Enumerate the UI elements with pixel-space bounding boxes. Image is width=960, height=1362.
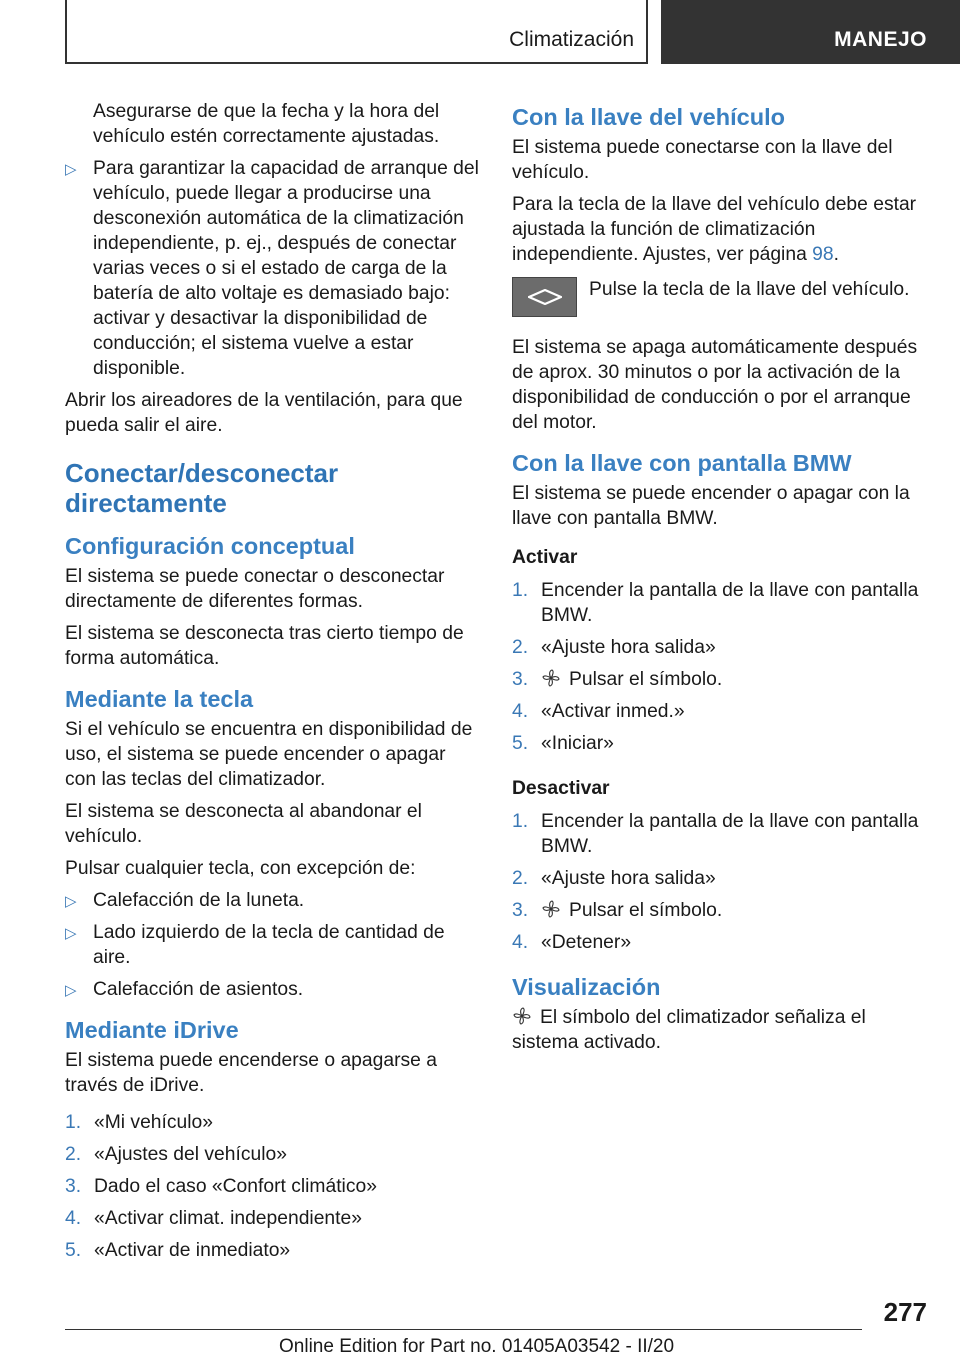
list-item <box>65 888 480 913</box>
list-item <box>512 930 932 955</box>
list-item <box>512 667 932 692</box>
remote-text-1: El sistema puede conectarse con la llave del vehículo. <box>512 137 893 183</box>
step-number: 4. <box>512 932 529 953</box>
step-number: 4. <box>512 701 529 722</box>
heading-display-key: Con la llave con pantalla BMW <box>512 450 852 476</box>
step-number: 3. <box>512 900 529 921</box>
list-item-text: Calefacción de la luneta. <box>93 890 305 911</box>
concept-text-2: El sistema se desconecta tras cierto tiempo de forma automática. <box>65 623 464 669</box>
triangle-right-icon: ▷ <box>65 161 77 178</box>
fan-icon <box>512 1006 532 1026</box>
remote-key-button-icon <box>512 277 577 317</box>
list-item <box>512 578 932 628</box>
edition-note: Online Edition for Part no. 01405A03542 - II/20 <box>279 1336 675 1357</box>
list-item <box>65 156 480 381</box>
heading-direct: Conectar/desconectar directamente <box>65 458 339 518</box>
heading-activate: Activar <box>512 547 578 568</box>
list-item <box>512 731 932 756</box>
remote-text-2b: . <box>833 244 839 265</box>
step-text: Encender la pantalla de la llave con pantalla BMW. <box>541 811 919 857</box>
list-item <box>512 898 932 923</box>
visual-text <box>512 1005 932 1055</box>
triangle-right-icon: ▷ <box>65 982 77 999</box>
step-number: 1. <box>512 580 529 601</box>
triangle-right-icon: ▷ <box>65 893 77 910</box>
step-text: «Ajuste hora salida» <box>541 868 716 889</box>
chapter-tab <box>661 0 960 64</box>
idrive-text: El sistema puede encenderse o apagarse a través de iDrive. <box>65 1050 437 1096</box>
key-text-3: Pulsar cualquier tecla, con excepción de: <box>65 858 416 879</box>
right-column <box>512 99 932 1062</box>
heading-key: Mediante la tecla <box>65 686 254 712</box>
heading-remote: Con la llave del vehículo <box>512 104 785 130</box>
step-text: «Mi vehículo» <box>94 1112 213 1133</box>
step-number: 1. <box>65 1112 82 1133</box>
heading-concept: Configuración conceptual <box>65 533 355 559</box>
heading-deactivate: Desactivar <box>512 778 610 799</box>
page-link[interactable]: 98 <box>812 244 834 265</box>
concept-text-1: El sistema se puede conectar o desconectar directamente de diferentes formas. <box>65 566 445 612</box>
key-text-1: Si el vehículo se encuentra en disponibilidad de uso, el sistema se puede encender o apagar con las teclas del climatizador. <box>65 719 473 790</box>
step-text: Pulsar el símbolo. <box>569 900 723 921</box>
list-item <box>512 809 932 859</box>
fan-icon <box>541 899 561 919</box>
page-number: 277 <box>883 1297 927 1327</box>
list-item <box>65 1238 480 1263</box>
list-item <box>65 1142 480 1167</box>
remote-text-2 <box>512 192 932 267</box>
list-item <box>65 1110 480 1135</box>
vents-text: Abrir los aireadores de la ventilación, para que pueda salir el aire. <box>65 390 463 436</box>
key-text-2: El sistema se desconecta al abandonar el vehículo. <box>65 801 422 847</box>
chapter-title: MANEJO <box>834 28 927 51</box>
list-item <box>512 699 932 724</box>
step-text: «Ajustes del vehículo» <box>94 1144 287 1165</box>
key-instruction <box>512 277 932 317</box>
list-item-text: Para garantizar la capacidad de arranque del vehículo, puede llegar a producirse una desconexión automática de la climatización independiente, p. ej., después de conectar varias veces o si el estado de carga de la batería de alto voltaje es demasiado bajo: activar y desactivar la disponibilidad de conducción; el sistema vuelve a estar disponible. <box>93 158 479 379</box>
display-key-text: El sistema se puede encender o apagar con la llave con pantalla BMW. <box>512 483 910 529</box>
list-item <box>512 866 932 891</box>
step-number: 4. <box>65 1208 82 1229</box>
step-text: «Detener» <box>541 932 632 953</box>
key-caption: Pulse la tecla de la llave del vehículo. <box>589 279 910 300</box>
list-item <box>65 1206 480 1231</box>
list-item-text: Calefacción de asientos. <box>93 979 304 1000</box>
visual-text-body: El símbolo del climatizador señaliza el sistema activado. <box>512 1007 866 1053</box>
step-text: «Activar de inmediato» <box>94 1240 291 1261</box>
step-text: «Activar climat. independiente» <box>94 1208 362 1229</box>
fan-icon <box>541 668 561 688</box>
step-number: 2. <box>65 1144 82 1165</box>
triangle-right-icon: ▷ <box>65 925 77 942</box>
step-number: 3. <box>512 669 529 690</box>
list-item-text: Lado izquierdo de la tecla de cantidad de aire. <box>93 922 445 968</box>
list-item <box>512 635 932 660</box>
step-number: 5. <box>512 733 529 754</box>
footer-divider <box>65 1329 862 1330</box>
intro-text: Asegurarse de que la fecha y la hora del vehículo estén correctamente ajustadas. <box>93 101 440 147</box>
heading-idrive: Mediante iDrive <box>65 1017 239 1043</box>
remote-text-2a: Para la tecla de la llave del vehículo debe estar ajustada la función de climatización independiente. Ajustes, ver página <box>512 194 917 265</box>
step-number: 5. <box>65 1240 82 1261</box>
step-text: Dado el caso «Confort climático» <box>94 1176 377 1197</box>
left-column <box>65 99 480 1270</box>
step-number: 2. <box>512 637 529 658</box>
step-number: 3. <box>65 1176 82 1197</box>
step-text: «Activar inmed.» <box>541 701 685 722</box>
heading-visual: Visualización <box>512 974 661 1000</box>
section-title: Climatización <box>509 28 634 51</box>
step-text: Encender la pantalla de la llave con pantalla BMW. <box>541 580 919 626</box>
list-item <box>65 1174 480 1199</box>
step-number: 1. <box>512 811 529 832</box>
step-text: «Iniciar» <box>541 733 614 754</box>
step-number: 2. <box>512 868 529 889</box>
step-text: Pulsar el símbolo. <box>569 669 723 690</box>
remote-text-3: El sistema se apaga automáticamente después de aprox. 30 minutos o por la activación de la disponibilidad de conducción o por el arranque del motor. <box>512 337 918 433</box>
list-item <box>65 920 480 970</box>
list-item <box>65 977 480 1002</box>
step-text: «Ajuste hora salida» <box>541 637 716 658</box>
